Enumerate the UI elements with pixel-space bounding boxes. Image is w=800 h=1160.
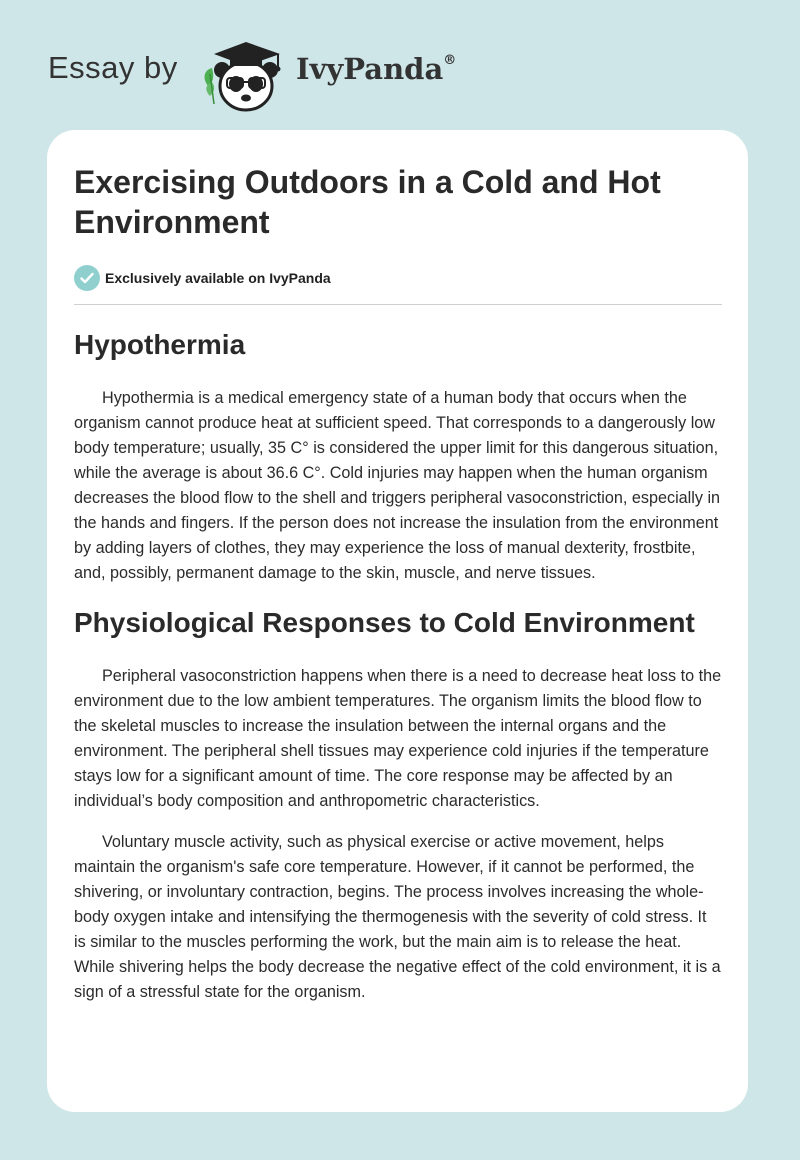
essay-by-label: Essay by: [48, 50, 178, 85]
paragraph: Peripheral vasoconstriction happens when there is a need to decrease heat loss to the environment due to the low ambient temperatures. The organism limits the blood flow to the skeletal muscles to increase the insulation between the internal organs and the environment. The peripheral shell tissues may experience cold injuries if the temperature stays low for a significant amount of time. The core response may be affected by an individual’s body composition and anthropometric characteristics.: [74, 667, 722, 810]
article-card: [47, 130, 748, 1112]
section-heading-hypothermia: Hypothermia: [74, 329, 246, 360]
article-title: Exercising Outdoors in a Cold and Hot Environment: [74, 164, 661, 240]
check-circle-icon: [74, 265, 100, 291]
title-divider: [74, 304, 722, 305]
paragraph: Voluntary muscle activity, such as physical exercise or active movement, helps maintain the organism's safe core temperature. However, if it cannot be performed, the shivering, or involuntary contraction, begins. The process involves increasing the whole-body oxygen intake and intensifying the thermogenesis with the severity of cold stress. It is similar to the muscles performing the work, but the main aim is to release the heat. While shivering helps the body decrease the negative effect of the cold environment, it is a sign of a stressful state for the organism.: [74, 833, 721, 1001]
site-header: [48, 30, 748, 120]
brand-name-text: IvyPanda: [296, 52, 444, 86]
registered-mark: ®: [443, 53, 457, 69]
panda-logo-icon[interactable]: [200, 34, 296, 114]
brand-name[interactable]: [296, 52, 456, 86]
section-heading-physiological-responses: Physiological Responses to Cold Environment: [74, 607, 695, 638]
paragraph: Hypothermia is a medical emergency state of a human body that occurs when the organism cannot produce heat at sufficient speed. That corresponds to a dangerously low body temperature; usually, 35 C° is considered the upper limit for this dangerous situation, while the average is about 36.6 C°. Cold injuries may happen when the human organism decreases the blood flow to the shell and triggers peripheral vasoconstriction, especially in the hands and fingers. If the person does not increase the insulation from the environment by adding layers of clothes, they may experience the loss of manual dexterity, frostbite, and, possibly, permanent damage to the skin, muscle, and nerve tissues.: [74, 389, 721, 582]
exclusive-badge-text: Exclusively available on IvyPanda: [105, 270, 331, 286]
exclusive-badge: [74, 264, 722, 292]
